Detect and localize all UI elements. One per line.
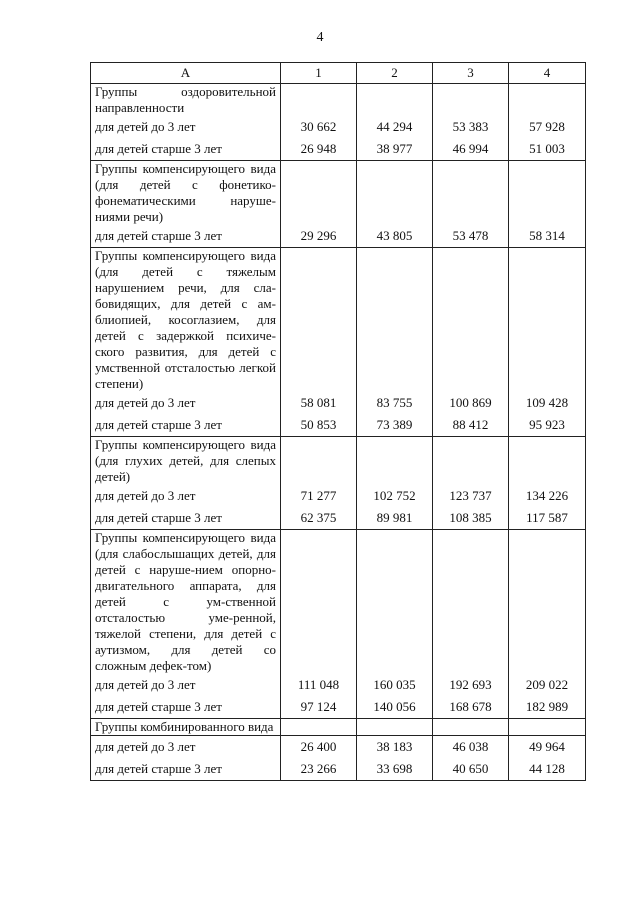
table-row: [91, 674, 586, 696]
cell-value: 73 389: [357, 414, 433, 437]
cell-value: 109 428: [509, 392, 586, 414]
cell-value: 88 412: [433, 414, 509, 437]
row-label: для детей до 3 лет: [91, 736, 281, 759]
cell-value: 33 698: [357, 758, 433, 781]
table-row: [91, 392, 586, 414]
table-row: [91, 736, 586, 759]
row-label: для детей старше 3 лет: [91, 414, 281, 437]
cell-value: 192 693: [433, 674, 509, 696]
row-label: для детей старше 3 лет: [91, 138, 281, 161]
table-row: [91, 507, 586, 530]
table-header-row: [91, 63, 586, 84]
group-heading-row: [91, 719, 586, 736]
table-row: [91, 485, 586, 507]
cell-value: 95 923: [509, 414, 586, 437]
cell-value: 38 183: [357, 736, 433, 759]
column-header: 3: [433, 63, 509, 84]
cell-value: 140 056: [357, 696, 433, 719]
cell-value: 108 385: [433, 507, 509, 530]
cell-value: 100 869: [433, 392, 509, 414]
group-title: Группы оздоровительной направленности: [91, 84, 281, 117]
table-row: [91, 225, 586, 248]
column-header: А: [91, 63, 281, 84]
cell-value: 71 277: [281, 485, 357, 507]
cell-value: 111 048: [281, 674, 357, 696]
cell-value: 97 124: [281, 696, 357, 719]
cell-value: 26 400: [281, 736, 357, 759]
group-heading-row: [91, 248, 586, 393]
column-header: 2: [357, 63, 433, 84]
table-row: [91, 758, 586, 781]
cell-value: 30 662: [281, 116, 357, 138]
table-row: [91, 138, 586, 161]
group-heading-row: [91, 530, 586, 675]
cell-value: 46 994: [433, 138, 509, 161]
cell-value: 43 805: [357, 225, 433, 248]
column-header: 1: [281, 63, 357, 84]
cell-value: 134 226: [509, 485, 586, 507]
row-label: для детей до 3 лет: [91, 392, 281, 414]
column-header: 4: [509, 63, 586, 84]
row-label: для детей старше 3 лет: [91, 758, 281, 781]
group-title: Группы компенсирующего вида (для детей с тяжелым нарушением речи, для сла-бовидящих, для детей с ам-блиопией, косоглазием, для детей с задержкой психиче-ского развития, для детей с умственной отсталостью легкой степени): [91, 248, 281, 393]
cell-value: 123 737: [433, 485, 509, 507]
table-row: [91, 696, 586, 719]
cell-value: 58 081: [281, 392, 357, 414]
row-label: для детей до 3 лет: [91, 674, 281, 696]
group-title: Группы компенсирующего вида (для детей с фонетико-фонематическими наруше-ниями речи): [91, 161, 281, 226]
table-row: [91, 414, 586, 437]
table-row: [91, 116, 586, 138]
group-title: Группы компенсирующего вида (для слабослышащих детей, для детей с наруше-нием опорно-двигательного аппарата, для детей с ум-ственной отсталостью уме-ренной, тяжелой степени, для детей с аутизмом, для детей со сложным дефек-том): [91, 530, 281, 675]
cell-value: 50 853: [281, 414, 357, 437]
cell-value: 160 035: [357, 674, 433, 696]
cell-value: 40 650: [433, 758, 509, 781]
cell-value: 29 296: [281, 225, 357, 248]
cell-value: 44 128: [509, 758, 586, 781]
group-heading-row: [91, 161, 586, 226]
cell-value: 62 375: [281, 507, 357, 530]
page-number: 4: [316, 30, 324, 45]
row-label: для детей старше 3 лет: [91, 696, 281, 719]
tariff-table: [90, 62, 586, 781]
row-label: для детей старше 3 лет: [91, 225, 281, 248]
cell-value: 102 752: [357, 485, 433, 507]
cell-value: 49 964: [509, 736, 586, 759]
cell-value: 89 981: [357, 507, 433, 530]
cell-value: 46 038: [433, 736, 509, 759]
cell-value: 53 478: [433, 225, 509, 248]
row-label: для детей старше 3 лет: [91, 507, 281, 530]
row-label: для детей до 3 лет: [91, 485, 281, 507]
cell-value: 23 266: [281, 758, 357, 781]
cell-value: 53 383: [433, 116, 509, 138]
cell-value: 51 003: [509, 138, 586, 161]
cell-value: 44 294: [357, 116, 433, 138]
group-title: Группы компенсирующего вида (для глухих детей, для слепых детей): [91, 437, 281, 486]
cell-value: 57 928: [509, 116, 586, 138]
cell-value: 58 314: [509, 225, 586, 248]
cell-value: 38 977: [357, 138, 433, 161]
cell-value: 182 989: [509, 696, 586, 719]
group-heading-row: [91, 84, 586, 117]
cell-value: 209 022: [509, 674, 586, 696]
cell-value: 168 678: [433, 696, 509, 719]
group-title: Группы комбинированного вида: [91, 719, 281, 736]
cell-value: 117 587: [509, 507, 586, 530]
cell-value: 83 755: [357, 392, 433, 414]
row-label: для детей до 3 лет: [91, 116, 281, 138]
group-heading-row: [91, 437, 586, 486]
cell-value: 26 948: [281, 138, 357, 161]
